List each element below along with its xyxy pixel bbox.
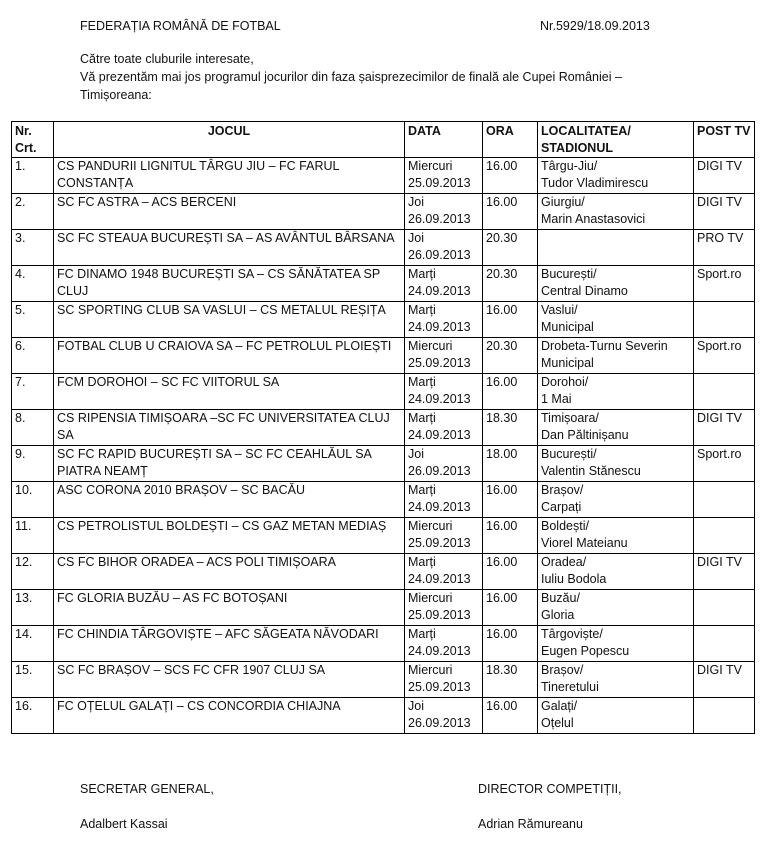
table-row	[12, 446, 755, 482]
cell-post-tv: DIGI TV	[694, 554, 755, 590]
cell-localitatea: Buzău/ Gloria	[538, 590, 694, 626]
competition-director-name: Adrian Rămureanu	[478, 817, 583, 831]
cell-data: Marți 24.09.2013	[405, 410, 483, 446]
cell-nr: 8.	[12, 410, 54, 446]
cell-localitatea: Giurgiu/ Marin Anastasovici	[538, 194, 694, 230]
cell-data: Marți 24.09.2013	[405, 302, 483, 338]
table-row	[12, 410, 755, 446]
table-row	[12, 302, 755, 338]
cell-jocul: ASC CORONA 2010 BRAȘOV – SC BACĂU	[54, 482, 405, 518]
cell-post-tv: Sport.ro	[694, 446, 755, 482]
cell-nr: 3.	[12, 230, 54, 266]
cell-localitatea: Vaslui/ Municipal	[538, 302, 694, 338]
cell-ora: 16.00	[483, 590, 538, 626]
cell-post-tv: DIGI TV	[694, 194, 755, 230]
federation-name: FEDERAȚIA ROMÂNĂ DE FOTBAL	[80, 19, 281, 33]
cell-ora: 16.00	[483, 374, 538, 410]
cell-data: Miercuri 25.09.2013	[405, 662, 483, 698]
cell-post-tv	[694, 590, 755, 626]
cell-ora: 16.00	[483, 554, 538, 590]
cell-ora: 16.00	[483, 302, 538, 338]
cell-nr: 12.	[12, 554, 54, 590]
cell-data: Joi 26.09.2013	[405, 698, 483, 734]
table-row	[12, 554, 755, 590]
cell-jocul: FCM DOROHOI – SC FC VIITORUL SA	[54, 374, 405, 410]
cell-nr: 9.	[12, 446, 54, 482]
cell-localitatea: Galați/ Oțelul	[538, 698, 694, 734]
cell-data: Marți 24.09.2013	[405, 482, 483, 518]
intro-greeting: Către toate cluburile interesate,	[80, 52, 254, 66]
cell-jocul: FC GLORIA BUZĂU – AS FC BOTOȘANI	[54, 590, 405, 626]
intro-text: Vă prezentăm mai jos programul jocurilor din faza șaisprezecimilor de finală ale Cupei României –	[80, 70, 622, 84]
table-row	[12, 194, 755, 230]
cell-localitatea: Târgu-Jiu/ Tudor Vladimirescu	[538, 158, 694, 194]
cell-jocul: FOTBAL CLUB U CRAIOVA SA – FC PETROLUL PLOIEȘTI	[54, 338, 405, 374]
cell-jocul: FC CHINDIA TÂRGOVIȘTE – AFC SĂGEATA NĂVODARI	[54, 626, 405, 662]
cell-data: Miercuri 25.09.2013	[405, 158, 483, 194]
header-ora: ORA	[483, 122, 538, 158]
cell-localitatea: Târgoviște/ Eugen Popescu	[538, 626, 694, 662]
table-row	[12, 374, 755, 410]
cell-post-tv: DIGI TV	[694, 410, 755, 446]
cell-jocul: CS FC BIHOR ORADEA – ACS POLI TIMIȘOARA	[54, 554, 405, 590]
cell-localitatea: Oradea/ Iuliu Bodola	[538, 554, 694, 590]
cell-nr: 5.	[12, 302, 54, 338]
cell-localitatea: București/ Valentin Stănescu	[538, 446, 694, 482]
table-row	[12, 662, 755, 698]
cell-jocul: CS RIPENSIA TIMIȘOARA –SC FC UNIVERSITATEA CLUJ SA	[54, 410, 405, 446]
cell-post-tv: PRO TV	[694, 230, 755, 266]
table-row	[12, 230, 755, 266]
cell-jocul: FC OȚELUL GALAȚI – CS CONCORDIA CHIAJNA	[54, 698, 405, 734]
cell-jocul: CS PANDURII LIGNITUL TÂRGU JIU – FC FARUL CONSTANȚA	[54, 158, 405, 194]
cell-post-tv	[694, 626, 755, 662]
header-data: DATA	[405, 122, 483, 158]
cell-localitatea	[538, 230, 694, 266]
header-nr: Nr. Crt.	[12, 122, 54, 158]
cell-data: Miercuri 25.09.2013	[405, 338, 483, 374]
cell-post-tv: DIGI TV	[694, 158, 755, 194]
cell-jocul: SC FC ASTRA – ACS BERCENI	[54, 194, 405, 230]
cell-jocul: CS PETROLISTUL BOLDEȘTI – CS GAZ METAN MEDIAȘ	[54, 518, 405, 554]
cell-ora: 20.30	[483, 230, 538, 266]
cell-nr: 10.	[12, 482, 54, 518]
table-row	[12, 482, 755, 518]
cell-data: Marți 24.09.2013	[405, 626, 483, 662]
cell-post-tv	[694, 518, 755, 554]
cell-data: Joi 26.09.2013	[405, 194, 483, 230]
cell-ora: 16.00	[483, 194, 538, 230]
competition-director-title: DIRECTOR COMPETIȚII,	[478, 782, 622, 796]
table-row	[12, 626, 755, 662]
cell-ora: 16.00	[483, 158, 538, 194]
cell-nr: 7.	[12, 374, 54, 410]
document-number: Nr.5929/18.09.2013	[540, 19, 650, 33]
cell-post-tv	[694, 302, 755, 338]
table-row	[12, 518, 755, 554]
cell-data: Marți 24.09.2013	[405, 554, 483, 590]
match-schedule-table	[11, 121, 755, 734]
cell-post-tv	[694, 482, 755, 518]
cell-nr: 1.	[12, 158, 54, 194]
header-localitatea: LOCALITATEA/ STADIONUL	[538, 122, 694, 158]
cell-jocul: SC SPORTING CLUB SA VASLUI – CS METALUL REȘIȚA	[54, 302, 405, 338]
cell-localitatea: Brașov/ Carpați	[538, 482, 694, 518]
cell-localitatea: Brașov/ Tineretului	[538, 662, 694, 698]
cell-localitatea: Boldești/ Viorel Mateianu	[538, 518, 694, 554]
cell-ora: 16.00	[483, 518, 538, 554]
header-post-tv: POST TV	[694, 122, 755, 158]
cell-post-tv	[694, 374, 755, 410]
cell-data: Joi 26.09.2013	[405, 446, 483, 482]
cell-data: Miercuri 25.09.2013	[405, 518, 483, 554]
cell-jocul: FC DINAMO 1948 BUCUREȘTI SA – CS SĂNĂTATEA SP CLUJ	[54, 266, 405, 302]
cell-jocul: SC FC BRAȘOV – SCS FC CFR 1907 CLUJ SA	[54, 662, 405, 698]
cell-ora: 16.00	[483, 626, 538, 662]
cell-jocul: SC FC RAPID BUCUREȘTI SA – SC FC CEAHLĂUL SA PIATRA NEAMȚ	[54, 446, 405, 482]
table-row	[12, 266, 755, 302]
cell-jocul: SC FC STEAUA BUCUREȘTI SA – AS AVÂNTUL BÂRSANA	[54, 230, 405, 266]
cell-post-tv: Sport.ro	[694, 266, 755, 302]
table-header-row	[12, 122, 755, 158]
cell-nr: 11.	[12, 518, 54, 554]
cell-ora: 18.30	[483, 410, 538, 446]
cell-ora: 16.00	[483, 698, 538, 734]
table-row	[12, 158, 755, 194]
secretary-general-title: SECRETAR GENERAL,	[80, 782, 214, 796]
cell-localitatea: Dorohoi/ 1 Mai	[538, 374, 694, 410]
cell-data: Miercuri 25.09.2013	[405, 590, 483, 626]
table-row	[12, 698, 755, 734]
cell-post-tv	[694, 698, 755, 734]
secretary-general-name: Adalbert Kassai	[80, 817, 168, 831]
cell-nr: 2.	[12, 194, 54, 230]
cell-ora: 18.00	[483, 446, 538, 482]
cell-post-tv: DIGI TV	[694, 662, 755, 698]
cell-nr: 13.	[12, 590, 54, 626]
cell-ora: 20.30	[483, 266, 538, 302]
cell-localitatea: Drobeta-Turnu Severin Municipal	[538, 338, 694, 374]
header-jocul: JOCUL	[54, 122, 405, 158]
cell-data: Joi 26.09.2013	[405, 230, 483, 266]
cell-ora: 18.30	[483, 662, 538, 698]
table-row	[12, 338, 755, 374]
cell-nr: 6.	[12, 338, 54, 374]
cell-nr: 4.	[12, 266, 54, 302]
cell-data: Marți 24.09.2013	[405, 374, 483, 410]
cell-nr: 16.	[12, 698, 54, 734]
cell-nr: 15.	[12, 662, 54, 698]
cell-localitatea: Timișoara/ Dan Păltinișanu	[538, 410, 694, 446]
cell-data: Marți 24.09.2013	[405, 266, 483, 302]
cell-ora: 20.30	[483, 338, 538, 374]
cell-post-tv: Sport.ro	[694, 338, 755, 374]
intro-text-continued: Timișoreana:	[80, 88, 152, 102]
cell-localitatea: București/ Central Dinamo	[538, 266, 694, 302]
cell-nr: 14.	[12, 626, 54, 662]
cell-ora: 16.00	[483, 482, 538, 518]
table-row	[12, 590, 755, 626]
